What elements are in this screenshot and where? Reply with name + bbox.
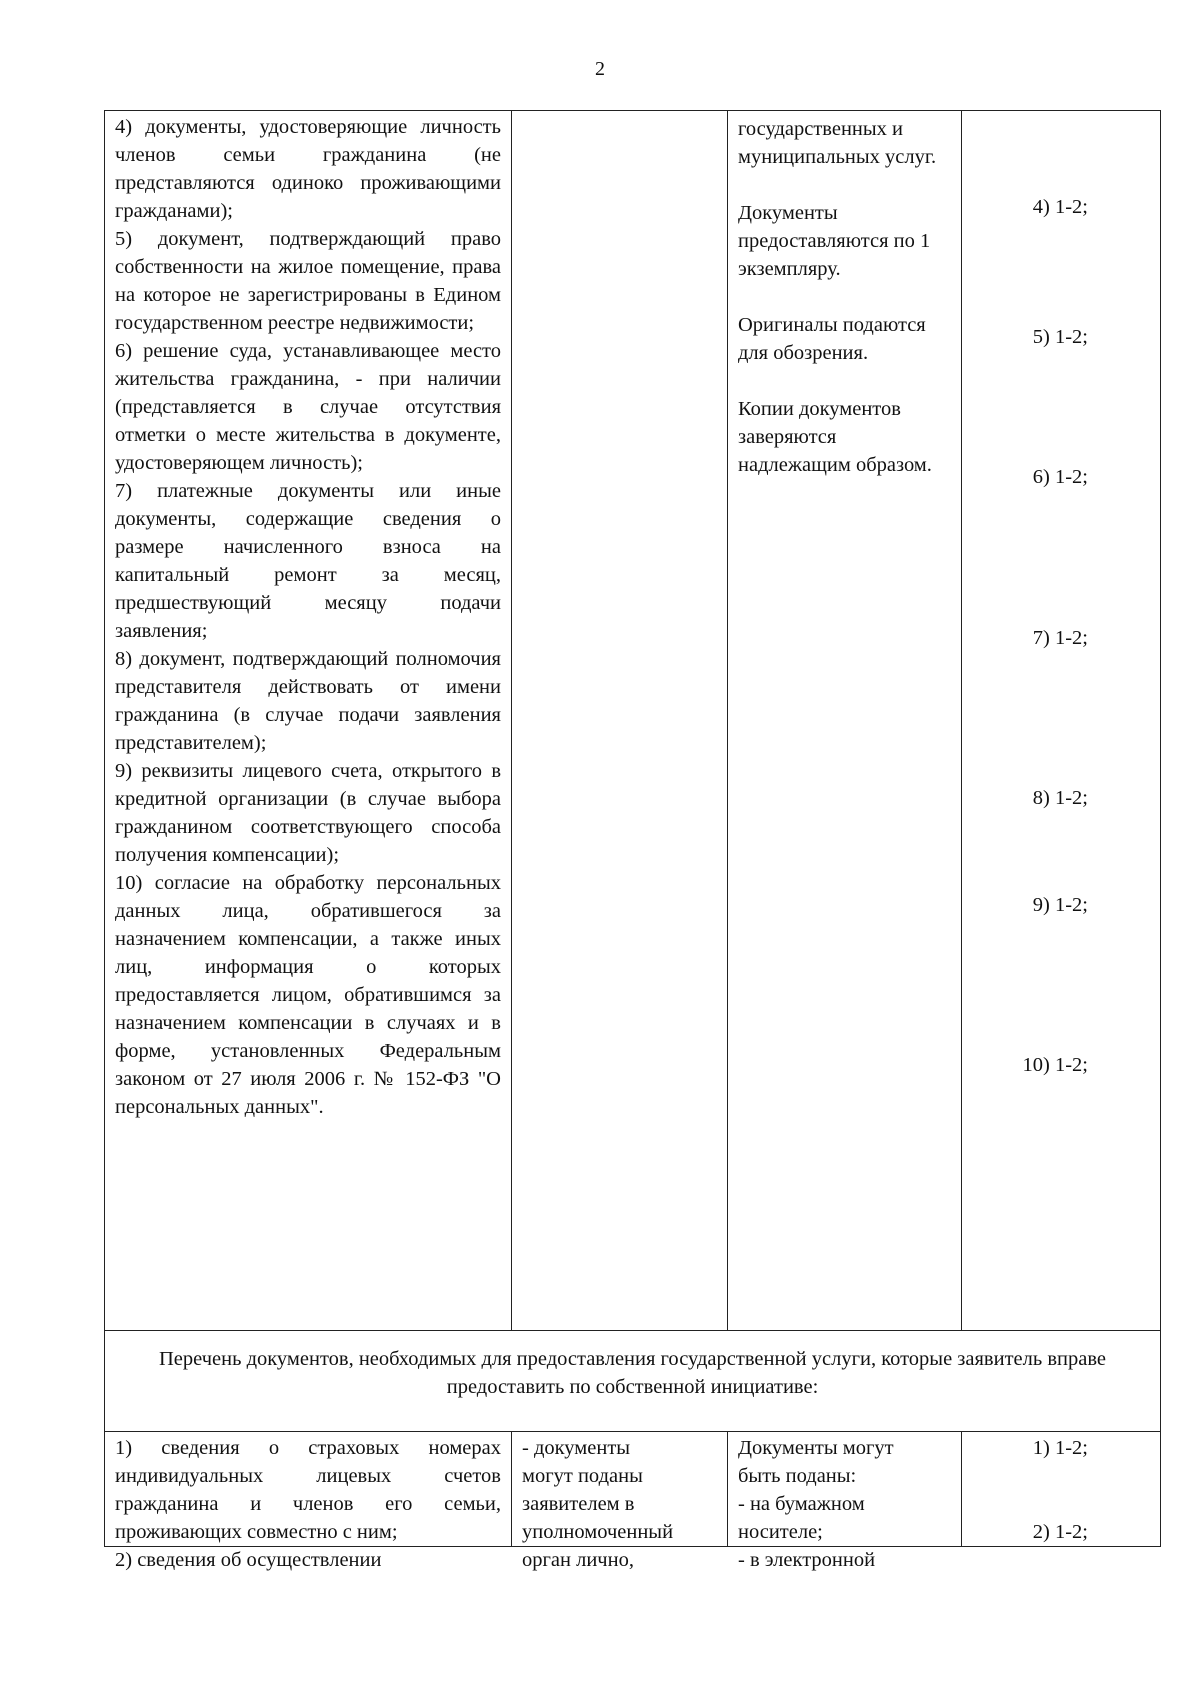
table-row xyxy=(105,1331,1161,1432)
copies-count-cell xyxy=(962,111,1161,1331)
required-documents-cell xyxy=(105,111,512,1331)
copies-mark: 6) 1-2; xyxy=(1032,466,1088,488)
text-line: - документы xyxy=(522,1437,631,1459)
copies-mark: 2) 1-2; xyxy=(1032,1521,1088,1543)
copies-mark: 10) 1-2; xyxy=(1022,1054,1088,1076)
list-item: 6) решение суда, устанавливающее место жительства гражданина, - при наличии (представляется в случае отсутствия отметки о месте жительства в документе, удостоверяющем личность); xyxy=(115,340,501,474)
services-documents-table xyxy=(104,110,1161,1571)
list-item: 5) документ, подтверждающий право собственности на жилое помещение, права на которое не зарегистрированы в Едином государственном реестре недвижимости; xyxy=(115,228,501,334)
text-line: быть поданы: xyxy=(738,1465,857,1487)
list-item: 4) документы, удостоверяющие личность членов семьи гражданина (не представляются одиноко проживающими гражданами); xyxy=(115,116,501,222)
text-line: носителе; xyxy=(738,1521,823,1543)
copies-mark: 5) 1-2; xyxy=(1032,326,1088,348)
requirements-cell xyxy=(728,111,962,1331)
copies-mark: 7) 1-2; xyxy=(1032,627,1088,649)
section-heading: Перечень документов, необходимых для предоставления государственной услуги, которые заявитель вправе предоставить по собственной инициативе: xyxy=(105,1331,1161,1432)
text-line: уполномоченный xyxy=(522,1521,674,1543)
copies-mark: 1) 1-2; xyxy=(1032,1437,1088,1459)
optional-documents-cell xyxy=(105,1432,512,1571)
requirement-text: Копии документов заверяются надлежащим образом. xyxy=(738,398,932,476)
submission-method-cell xyxy=(512,1432,728,1571)
text-line: заявителем в xyxy=(522,1493,635,1515)
copies-mark: 9) 1-2; xyxy=(1032,894,1088,916)
table-row xyxy=(105,1432,1161,1547)
copies-mark: 4) 1-2; xyxy=(1032,196,1088,218)
text-line: орган лично, xyxy=(522,1549,634,1571)
text-line: Документы могут xyxy=(738,1437,894,1459)
page-number: 2 xyxy=(595,58,605,80)
copies-count-cell xyxy=(962,1432,1161,1547)
list-item: 2) сведения об осуществлении xyxy=(115,1549,382,1571)
table-row xyxy=(105,111,1161,1331)
requirement-text: государственных и муниципальных услуг. xyxy=(738,118,937,168)
requirement-text: Оригиналы подаются для обозрения. xyxy=(738,314,926,364)
copies-mark: 8) 1-2; xyxy=(1032,787,1088,809)
submission-method-cell xyxy=(512,111,728,1331)
list-item: 10) согласие на обработку персональных данных лица, обратившегося за назначением компенсации, а также иных лиц, информация о которых предоставляется лицом, обратившимся за назначением компенсации в случаях и в форме, установленных Федеральным законом от 27 июля 2006 г. № 152-ФЗ "О персональных данных". xyxy=(115,872,501,1118)
list-item: 9) реквизиты лицевого счета, открытого в кредитной организации (в случае выбора гражданином соответствующего способа получения компенсации); xyxy=(115,760,501,866)
text-line: - на бумажном xyxy=(738,1493,865,1515)
text-line: - в электронной xyxy=(738,1549,876,1571)
text-line: могут поданы xyxy=(522,1465,643,1487)
requirements-cell xyxy=(728,1432,962,1571)
requirement-text: Документы предоставляются по 1 экземпляру. xyxy=(738,202,931,280)
list-item: 7) платежные документы или иные документы, содержащие сведения о размере начисленного взноса на капитальный ремонт за месяц, предшествующий месяцу подачи заявления; xyxy=(115,480,501,642)
list-item: 1) сведения о страховых номерах индивидуальных лицевых счетов гражданина и членов его семьи, проживающих совместно с ним; xyxy=(115,1437,501,1543)
list-item: 8) документ, подтверждающий полномочия представителя действовать от имени гражданина (в случае подачи заявления представителем); xyxy=(115,648,501,754)
